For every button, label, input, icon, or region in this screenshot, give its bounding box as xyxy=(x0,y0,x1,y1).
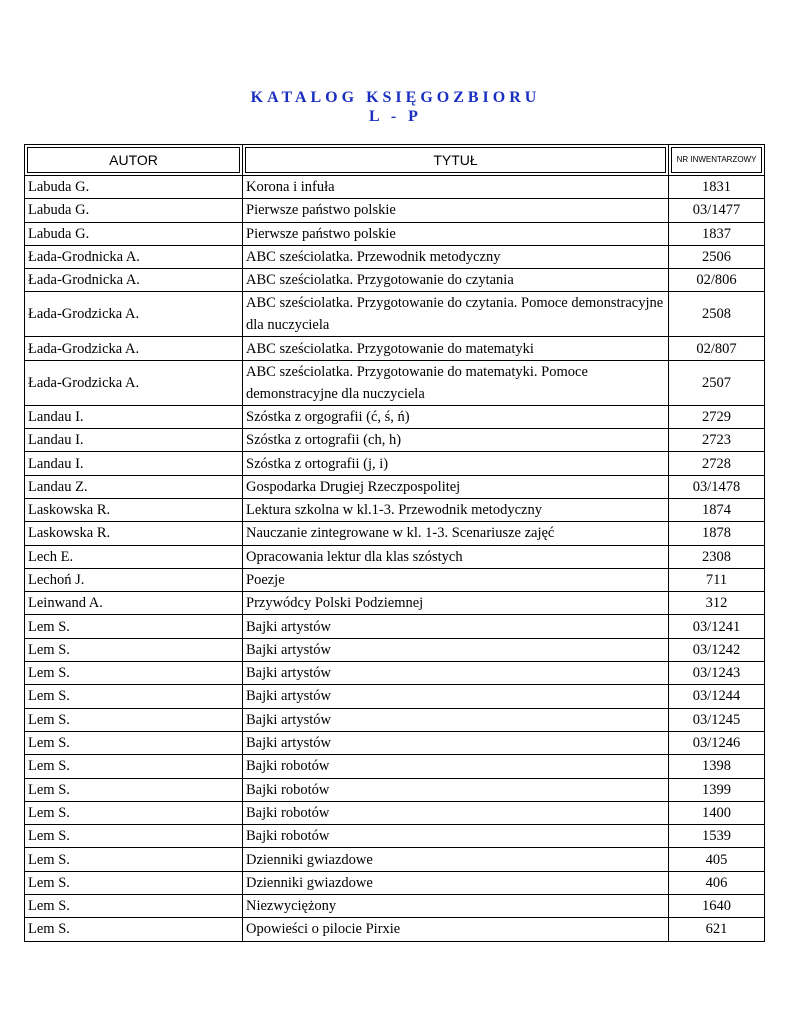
inventory-number-cell: 03/1243 xyxy=(669,662,765,685)
catalog-range: L - P xyxy=(369,108,422,125)
inventory-number-cell: 02/807 xyxy=(669,337,765,360)
author-cell: Lem S. xyxy=(25,662,243,685)
author-cell: Lem S. xyxy=(25,871,243,894)
author-cell: Laskowska R. xyxy=(25,522,243,545)
title-cell: Bajki robotów xyxy=(243,801,669,824)
table-row xyxy=(25,292,765,337)
author-cell: Lem S. xyxy=(25,895,243,918)
table-row xyxy=(25,895,765,918)
table-row xyxy=(25,452,765,475)
title-cell: ABC sześciolatka. Przewodnik metodyczny xyxy=(243,245,669,268)
author-cell: Lem S. xyxy=(25,685,243,708)
inventory-number-cell: 2508 xyxy=(669,292,765,337)
title-cell: Opowieści o pilocie Pirxie xyxy=(243,918,669,941)
title-cell: ABC sześciolatka. Przygotowanie do czytania. Pomoce demonstracyjne dla nuczyciela xyxy=(243,292,669,337)
inventory-number-cell: 1831 xyxy=(669,176,765,199)
title-cell: Nauczanie zintegrowane w kl. 1-3. Scenariusze zajęć xyxy=(243,522,669,545)
inventory-number-cell: 405 xyxy=(669,848,765,871)
author-cell: Lem S. xyxy=(25,755,243,778)
table-row xyxy=(25,222,765,245)
inventory-number-cell: 1398 xyxy=(669,755,765,778)
inventory-number-cell: 406 xyxy=(669,871,765,894)
title-cell: Bajki robotów xyxy=(243,778,669,801)
table-row xyxy=(25,662,765,685)
author-cell: Landau I. xyxy=(25,405,243,428)
title-cell: Bajki artystów xyxy=(243,685,669,708)
inventory-number-cell: 03/1478 xyxy=(669,475,765,498)
table-row xyxy=(25,801,765,824)
title-cell: Szóstka z ortografii (j, i) xyxy=(243,452,669,475)
title-cell: ABC sześciolatka. Przygotowanie do czytania xyxy=(243,269,669,292)
inventory-number-cell: 2728 xyxy=(669,452,765,475)
author-cell: Łada-Grodnicka A. xyxy=(25,269,243,292)
title-cell: Bajki artystów xyxy=(243,662,669,685)
table-row xyxy=(25,592,765,615)
author-cell: Labuda G. xyxy=(25,199,243,222)
table-row xyxy=(25,475,765,498)
inventory-number-cell: 03/1246 xyxy=(669,731,765,754)
catalog-title: KATALOG KSIĘGOZBIORU xyxy=(250,89,541,106)
title-cell: Pierwsze państwo polskie xyxy=(243,222,669,245)
inventory-number-cell: 03/1244 xyxy=(669,685,765,708)
table-row xyxy=(25,360,765,405)
inventory-number-cell: 1399 xyxy=(669,778,765,801)
author-cell: Lem S. xyxy=(25,778,243,801)
title-cell: Niezwyciężony xyxy=(243,895,669,918)
title-cell: Dzienniki gwiazdowe xyxy=(243,871,669,894)
table-row xyxy=(25,568,765,591)
title-cell: Szóstka z orgografii (ć, ś, ń) xyxy=(243,405,669,428)
table-row xyxy=(25,405,765,428)
author-cell: Lem S. xyxy=(25,708,243,731)
author-cell: Lechoń J. xyxy=(25,568,243,591)
table-row xyxy=(25,755,765,778)
inventory-number-cell: 03/1241 xyxy=(669,615,765,638)
inventory-number-cell: 1640 xyxy=(669,895,765,918)
table-row xyxy=(25,269,765,292)
table-row xyxy=(25,615,765,638)
inventory-number-cell: 03/1245 xyxy=(669,708,765,731)
author-cell: Łada-Grodnicka A. xyxy=(25,245,243,268)
author-cell: Laskowska R. xyxy=(25,498,243,521)
inventory-number-cell: 2723 xyxy=(669,429,765,452)
author-cell: Landau I. xyxy=(25,452,243,475)
title-cell: ABC sześciolatka. Przygotowanie do matematyki. Pomoce demonstracyjne dla nuczyciela xyxy=(243,360,669,405)
table-row xyxy=(25,545,765,568)
inventory-number-cell: 03/1477 xyxy=(669,199,765,222)
author-cell: Lem S. xyxy=(25,848,243,871)
table-row xyxy=(25,708,765,731)
table-row xyxy=(25,871,765,894)
title-cell: Dzienniki gwiazdowe xyxy=(243,848,669,871)
inventory-number-cell: 1539 xyxy=(669,825,765,848)
inventory-number-cell: 2308 xyxy=(669,545,765,568)
table-row xyxy=(25,245,765,268)
inventory-number-cell: 312 xyxy=(669,592,765,615)
table-row xyxy=(25,638,765,661)
author-cell: Łada-Grodzicka A. xyxy=(25,337,243,360)
author-cell: Labuda G. xyxy=(25,176,243,199)
author-cell: Lem S. xyxy=(25,918,243,941)
table-row xyxy=(25,848,765,871)
author-cell: Lem S. xyxy=(25,801,243,824)
header-tytul: TYTUŁ xyxy=(243,145,669,176)
table-row xyxy=(25,522,765,545)
title-cell: Pierwsze państwo polskie xyxy=(243,199,669,222)
author-cell: Lem S. xyxy=(25,638,243,661)
inventory-number-cell: 2506 xyxy=(669,245,765,268)
inventory-number-cell: 1878 xyxy=(669,522,765,545)
table-body xyxy=(25,176,765,942)
title-cell: Opracowania lektur dla klas szóstych xyxy=(243,545,669,568)
catalog-table xyxy=(24,144,765,942)
author-cell: Łada-Grodzicka A. xyxy=(25,292,243,337)
author-cell: Landau Z. xyxy=(25,475,243,498)
author-cell: Labuda G. xyxy=(25,222,243,245)
table-header-row xyxy=(25,145,765,176)
inventory-number-cell: 2507 xyxy=(669,360,765,405)
table-row xyxy=(25,918,765,941)
author-cell: Lem S. xyxy=(25,825,243,848)
table-row xyxy=(25,778,765,801)
title-cell: ABC sześciolatka. Przygotowanie do matematyki xyxy=(243,337,669,360)
title-cell: Lektura szkolna w kl.1-3. Przewodnik metodyczny xyxy=(243,498,669,521)
inventory-number-cell: 1874 xyxy=(669,498,765,521)
inventory-number-cell: 2729 xyxy=(669,405,765,428)
title-cell: Gospodarka Drugiej Rzeczpospolitej xyxy=(243,475,669,498)
author-cell: Lem S. xyxy=(25,615,243,638)
inventory-number-cell: 1837 xyxy=(669,222,765,245)
author-cell: Lem S. xyxy=(25,731,243,754)
table-row xyxy=(25,199,765,222)
table-row xyxy=(25,731,765,754)
title-cell: Bajki artystów xyxy=(243,638,669,661)
inventory-number-cell: 03/1242 xyxy=(669,638,765,661)
title-cell: Przywódcy Polski Podziemnej xyxy=(243,592,669,615)
inventory-number-cell: 1400 xyxy=(669,801,765,824)
title-cell: Bajki artystów xyxy=(243,615,669,638)
table-row xyxy=(25,337,765,360)
title-cell: Szóstka z ortografii (ch, h) xyxy=(243,429,669,452)
title-cell: Bajki artystów xyxy=(243,708,669,731)
author-cell: Łada-Grodzicka A. xyxy=(25,360,243,405)
header-autor: AUTOR xyxy=(25,145,243,176)
table-row xyxy=(25,176,765,199)
title-cell: Bajki robotów xyxy=(243,755,669,778)
author-cell: Lech E. xyxy=(25,545,243,568)
table-row xyxy=(25,685,765,708)
table-row xyxy=(25,429,765,452)
author-cell: Landau I. xyxy=(25,429,243,452)
table-row xyxy=(25,498,765,521)
title-cell: Bajki artystów xyxy=(243,731,669,754)
table-row xyxy=(25,825,765,848)
inventory-number-cell: 621 xyxy=(669,918,765,941)
title-cell: Poezje xyxy=(243,568,669,591)
inventory-number-cell: 711 xyxy=(669,568,765,591)
title-cell: Bajki robotów xyxy=(243,825,669,848)
author-cell: Leinwand A. xyxy=(25,592,243,615)
inventory-number-cell: 02/806 xyxy=(669,269,765,292)
title-cell: Korona i infuła xyxy=(243,176,669,199)
header-nr-inwentarzowy: NR INWENTARZOWY xyxy=(669,145,765,176)
